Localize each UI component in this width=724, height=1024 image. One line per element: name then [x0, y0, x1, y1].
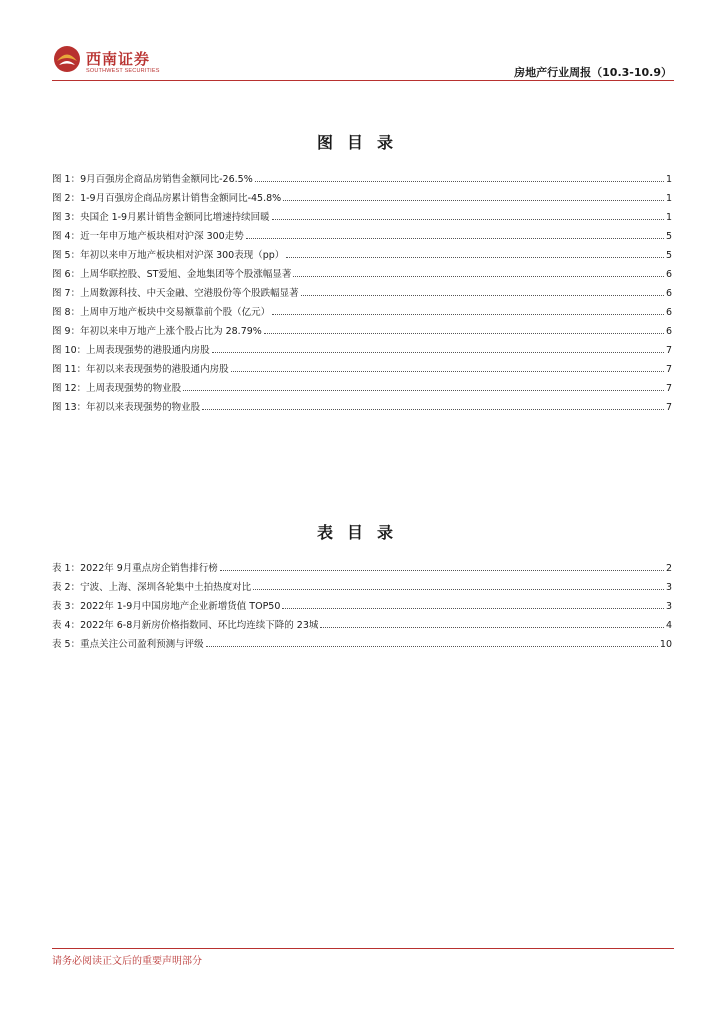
toc-entry[interactable]	[52, 337, 672, 356]
toc-entry-page: 5	[665, 231, 672, 242]
header-divider	[52, 80, 674, 81]
toc-entry-label: 图 3：央国企 1-9月累计销售金额同比增速持续回暖	[52, 212, 270, 223]
footer-disclaimer: 请务必阅读正文后的重要声明部分	[52, 956, 202, 967]
toc-entry[interactable]	[52, 280, 672, 299]
toc-leader-dots	[231, 370, 664, 372]
toc-entry-label: 图 4：近一年申万地产板块相对沪深 300走势	[52, 231, 244, 242]
toc-entry-page: 7	[665, 364, 672, 375]
toc-entry-label: 图 13：年初以来表现强势的物业股	[52, 402, 201, 413]
company-logo	[52, 42, 182, 82]
tables-toc-title: 表目录	[316, 523, 407, 542]
toc-entry-label: 图 12：上周表现强势的物业股	[52, 383, 182, 394]
toc-entry[interactable]	[52, 204, 672, 223]
toc-entry-label: 图 1：9月百强房企商品房销售金额同比-26.5%	[52, 174, 253, 185]
tables-toc-list	[52, 555, 672, 650]
toc-entry-label: 图 10：上周表现强势的港股通内房股	[52, 345, 210, 356]
toc-entry-label: 图 11：年初以来表现强势的港股通内房股	[52, 364, 229, 375]
toc-entry[interactable]	[52, 555, 672, 574]
toc-entry-label: 表 4：2022年 6-8月新房价格指数同、环比均连续下降的 23城	[52, 620, 319, 631]
toc-entry-page: 6	[665, 326, 672, 337]
toc-entry[interactable]	[52, 261, 672, 280]
toc-leader-dots	[286, 256, 664, 258]
logo-text-cn: 西南证券	[86, 50, 151, 68]
toc-entry-label: 图 7：上周数源科技、中天金融、空港股份等个股跌幅显著	[52, 288, 299, 299]
toc-leader-dots	[202, 408, 664, 410]
toc-entry[interactable]	[52, 299, 672, 318]
toc-entry-page: 1	[665, 174, 672, 185]
toc-leader-dots	[183, 389, 664, 391]
toc-entry-label: 图 9：年初以来申万地产上涨个股占比为 28.79%	[52, 326, 262, 337]
toc-entry-page: 6	[665, 288, 672, 299]
toc-entry-label: 图 6：上周华联控股、ST爱旭、金地集团等个股涨幅显著	[52, 269, 292, 280]
toc-entry-label: 表 1：2022年 9月重点房企销售排行榜	[52, 563, 218, 574]
toc-entry-page: 10	[659, 639, 672, 650]
toc-entry-page: 3	[665, 582, 672, 593]
toc-leader-dots	[272, 218, 664, 220]
toc-entry[interactable]	[52, 375, 672, 394]
toc-entry-page: 6	[665, 269, 672, 280]
toc-entry[interactable]	[52, 593, 672, 612]
toc-entry[interactable]	[52, 574, 672, 593]
toc-leader-dots	[212, 351, 664, 353]
toc-entry[interactable]	[52, 356, 672, 375]
toc-leader-dots	[282, 607, 664, 609]
toc-entry-label: 表 5：重点关注公司盈利预测与评级	[52, 639, 204, 650]
toc-leader-dots	[255, 180, 664, 182]
report-title: 房地产行业周报（10.3-10.9）	[514, 66, 672, 79]
toc-leader-dots	[293, 275, 664, 277]
toc-entry-page: 7	[665, 345, 672, 356]
toc-leader-dots	[283, 199, 664, 201]
toc-entry[interactable]	[52, 612, 672, 631]
toc-entry-label: 表 3：2022年 1-9月中国房地产企业新增货值 TOP50	[52, 601, 281, 612]
toc-leader-dots	[320, 626, 664, 628]
toc-leader-dots	[220, 569, 664, 571]
toc-entry[interactable]	[52, 242, 672, 261]
toc-leader-dots	[264, 332, 664, 334]
footer-divider	[52, 948, 674, 949]
toc-entry-page: 5	[665, 250, 672, 261]
toc-entry[interactable]	[52, 631, 672, 650]
logo-text-en: SOUTHWEST SECURITIES	[86, 68, 160, 74]
toc-entry[interactable]	[52, 223, 672, 242]
toc-entry-page: 7	[665, 383, 672, 394]
toc-entry-page: 1	[665, 212, 672, 223]
toc-entry-page: 3	[665, 601, 672, 612]
toc-entry[interactable]	[52, 394, 672, 413]
toc-entry-label: 图 8：上周申万地产板块中交易额靠前个股（亿元）	[52, 307, 271, 318]
toc-entry[interactable]	[52, 166, 672, 185]
toc-leader-dots	[206, 645, 658, 647]
figures-toc-title: 图目录	[316, 133, 407, 152]
toc-entry-page: 4	[665, 620, 672, 631]
toc-entry-label: 图 2：1-9月百强房企商品房累计销售金额同比-45.8%	[52, 193, 282, 204]
toc-entry-page: 1	[665, 193, 672, 204]
toc-leader-dots	[246, 237, 664, 239]
figures-toc-list	[52, 166, 672, 413]
toc-leader-dots	[272, 313, 664, 315]
logo-emblem-icon	[52, 44, 82, 74]
toc-entry-label: 图 5：年初以来申万地产板块相对沪深 300表现（pp）	[52, 250, 285, 261]
toc-entry[interactable]	[52, 185, 672, 204]
toc-leader-dots	[253, 588, 664, 590]
toc-entry-label: 表 2：宁波、上海、深圳各轮集中土拍热度对比	[52, 582, 252, 593]
toc-entry-page: 2	[665, 563, 672, 574]
toc-leader-dots	[301, 294, 664, 296]
toc-entry[interactable]	[52, 318, 672, 337]
toc-entry-page: 6	[665, 307, 672, 318]
toc-entry-page: 7	[665, 402, 672, 413]
